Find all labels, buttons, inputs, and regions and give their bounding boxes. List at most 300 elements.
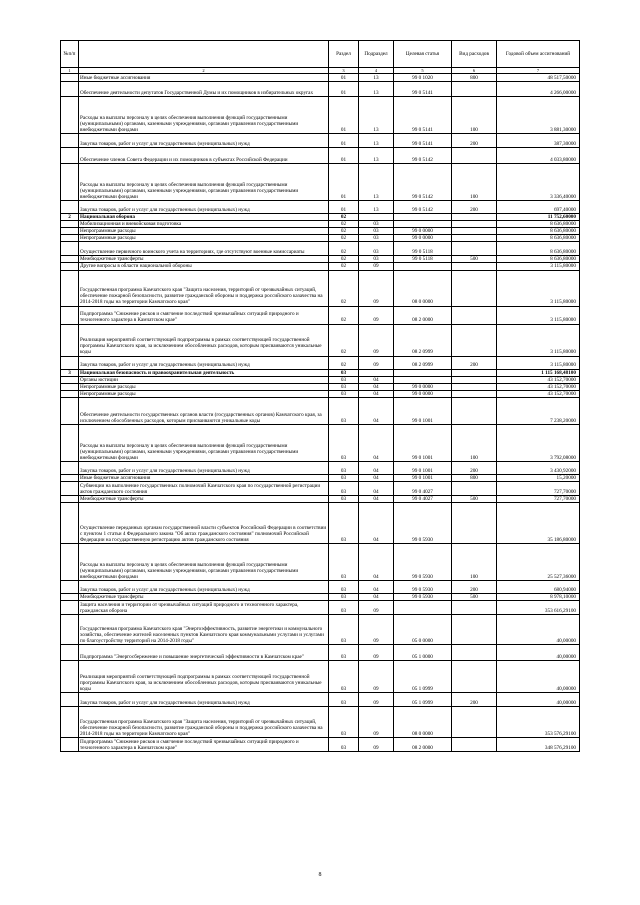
row-expense-type: 800: [452, 474, 497, 481]
row-amount: 4 033,80000: [497, 148, 580, 164]
header-name: [79, 41, 329, 68]
row-number: [61, 482, 79, 496]
row-number: [61, 242, 79, 256]
row-razdel: 03: [329, 615, 359, 645]
row-number: [61, 164, 79, 201]
row-razdel: 03: [329, 601, 359, 615]
row-name: Расходы на выплаты персоналу в целях обеспечения выполнения функций государственными (муниципальными) органами, казенными учреждениями, органами управления государственными внебюджетными фондами: [79, 164, 329, 201]
row-expense-type: 200: [452, 134, 497, 148]
row-number: [61, 424, 79, 461]
row-name: Национальная безопасность и правоохранительная деятельность: [79, 369, 329, 376]
row-target-article: 99 0 1020: [394, 74, 452, 82]
table-row: [61, 424, 580, 461]
row-podrazdel: 13: [359, 148, 394, 164]
row-expense-type: [452, 270, 497, 306]
table-header-row: [61, 41, 580, 68]
table-row: [61, 221, 580, 228]
row-podrazdel: 13: [359, 201, 394, 214]
row-amount: 727,70000: [497, 496, 580, 503]
budget-table-page: [60, 40, 579, 752]
row-target-article: 99 0 1001: [394, 474, 452, 481]
row-podrazdel: 04: [359, 390, 394, 397]
column-index: 3: [329, 68, 359, 74]
row-target-article: 99 0 5118: [394, 256, 452, 263]
row-name: Обеспечение деятельности государственных органов власти (государственных органов) Камчатского края, за исключением обособленных расходов, которым присваиваются уникальные коды: [79, 397, 329, 424]
row-amount: 15,20000: [497, 474, 580, 481]
row-target-article: 08 0 0000: [394, 270, 452, 306]
row-target-article: [394, 263, 452, 270]
row-number: [61, 390, 79, 397]
header-target-article: Целевая статья: [394, 41, 452, 68]
row-razdel: 03: [329, 424, 359, 461]
row-amount: 8 978,10000: [497, 594, 580, 601]
row-razdel: 03: [329, 496, 359, 503]
row-number: [61, 221, 79, 228]
row-name: Мобилизационная и вневойсковая подготовка: [79, 221, 329, 228]
row-podrazdel: 09: [359, 707, 394, 738]
row-target-article: 99 0 5118: [394, 242, 452, 256]
row-number: [61, 594, 79, 601]
row-podrazdel: 04: [359, 482, 394, 496]
row-name: Подпрограмма "Снижение рисков и смягчение последствий чрезвычайных ситуаций природного и техногенного характера в Камчатском крае": [79, 738, 329, 752]
row-amount: 4 266,00000: [497, 82, 580, 97]
row-target-article: 99 0 0000: [394, 228, 452, 235]
row-target-article: 99 0 5930: [394, 594, 452, 601]
row-expense-type: [452, 738, 497, 752]
row-podrazdel: 04: [359, 383, 394, 390]
row-number: [61, 74, 79, 82]
row-target-article: 99 0 5141: [394, 97, 452, 134]
row-target-article: 99 0 5141: [394, 82, 452, 97]
row-amount: 1 115 168,48100: [497, 369, 580, 376]
row-target-article: 99 0 5930: [394, 503, 452, 544]
row-expense-type: [452, 661, 497, 693]
table-row: [61, 324, 580, 356]
row-target-article: 99 0 5930: [394, 544, 452, 581]
row-expense-type: [452, 383, 497, 390]
table-row: [61, 474, 580, 481]
row-number: [61, 738, 79, 752]
row-name: Осуществление первичного воинского учета на территориях, где отсутствуют военные комиссариаты: [79, 242, 329, 256]
row-name: Подпрограмма "Энергосбережение и повышение энергетической эффективности в Камчатском крае": [79, 645, 329, 661]
row-number: [61, 235, 79, 242]
row-number: [61, 201, 79, 214]
row-number: [61, 474, 79, 481]
row-razdel: 01: [329, 82, 359, 97]
table-row: [61, 369, 580, 376]
row-amount: 7 238,20000: [497, 397, 580, 424]
row-podrazdel: 04: [359, 581, 394, 594]
row-expense-type: [452, 601, 497, 615]
row-target-article: [394, 221, 452, 228]
row-amount: 3 115,80000: [497, 270, 580, 306]
header-expense-type: Вид расходов: [452, 41, 497, 68]
row-name: Непрограммные расходы: [79, 383, 329, 390]
row-amount: 3 336,40000: [497, 164, 580, 201]
row-podrazdel: 04: [359, 424, 394, 461]
row-podrazdel: 09: [359, 601, 394, 615]
row-podrazdel: 09: [359, 738, 394, 752]
row-number: [61, 228, 79, 235]
row-razdel: 03: [329, 461, 359, 474]
table-row: [61, 707, 580, 738]
table-row: [61, 482, 580, 496]
row-expense-type: [452, 228, 497, 235]
row-expense-type: [452, 397, 497, 424]
row-razdel: 01: [329, 201, 359, 214]
row-name: Осуществление переданных органам государственной власти субъектов Российской Федерации в соответствии с пунктом 1 статьи 4 Федерального закона "Об актах гражданского состояния" полномочий Российской Федерации на государственную регистрацию актов гражданского состояния: [79, 503, 329, 544]
row-amount: 727,70000: [497, 482, 580, 496]
row-expense-type: 100: [452, 164, 497, 201]
header-annual-amount: Годовой объем ассигнований: [497, 41, 580, 68]
table-row: [61, 228, 580, 235]
table-row: [61, 74, 580, 82]
row-name: Государственная программа Камчатского края "Защита населения, территорий от чрезвычайных ситуаций, обеспечение пожарной безопасности, развитие гражданской обороны и поддержка российского казачества на 2014-2018 годы на территории Камчатского края": [79, 270, 329, 306]
column-index: 4: [359, 68, 394, 74]
row-razdel: 02: [329, 242, 359, 256]
table-row: [61, 376, 580, 383]
table-row: [61, 738, 580, 752]
row-amount: 8 636,80000: [497, 242, 580, 256]
row-name: Государственная программа Камчатского края "Защита населения, территорий от чрезвычайных ситуаций, обеспечение пожарной безопасности, развитие гражданской обороны и поддержка российского казачества на 2014-2018 годы на территории Камчатского края": [79, 707, 329, 738]
row-amount: 3 881,30000: [497, 97, 580, 134]
row-podrazdel: 04: [359, 594, 394, 601]
row-razdel: 03: [329, 482, 359, 496]
row-amount: 43 152,70000: [497, 390, 580, 397]
row-name: Другие вопросы в области национальной обороны: [79, 263, 329, 270]
row-number: [61, 270, 79, 306]
row-number: 3: [61, 369, 79, 376]
row-target-article: 99 0 5930: [394, 581, 452, 594]
table-row: [61, 581, 580, 594]
row-podrazdel: 09: [359, 615, 394, 645]
row-name: Закупка товаров, работ и услуг для государственных (муниципальных) нужд: [79, 693, 329, 707]
row-name: Закупка товаров, работ и услуг для государственных (муниципальных) нужд: [79, 356, 329, 369]
row-target-article: 99 0 0000: [394, 235, 452, 242]
row-expense-type: [452, 324, 497, 356]
row-expense-type: [452, 390, 497, 397]
row-razdel: 03: [329, 503, 359, 544]
row-expense-type: 200: [452, 201, 497, 214]
row-razdel: 03: [329, 707, 359, 738]
row-razdel: 03: [329, 738, 359, 752]
row-target-article: 99 0 1001: [394, 424, 452, 461]
row-name: Субвенции на выполнение государственных полномочий Камчатского края по государственной регистрации актов гражданского состояния: [79, 482, 329, 496]
row-podrazdel: 03: [359, 228, 394, 235]
row-target-article: 99 0 4027: [394, 496, 452, 503]
row-name: Органы юстиции: [79, 376, 329, 383]
row-target-article: [394, 601, 452, 615]
table-row: [61, 306, 580, 324]
row-expense-type: [452, 369, 497, 376]
table-row: [61, 82, 580, 97]
row-amount: 353 576,29100: [497, 707, 580, 738]
row-razdel: 03: [329, 474, 359, 481]
row-razdel: 01: [329, 148, 359, 164]
row-razdel: 02: [329, 256, 359, 263]
row-podrazdel: 09: [359, 324, 394, 356]
row-amount: 3 115,80000: [497, 263, 580, 270]
row-expense-type: [452, 148, 497, 164]
row-podrazdel: 04: [359, 376, 394, 383]
row-number: [61, 544, 79, 581]
row-number: [61, 615, 79, 645]
row-target-article: 99 0 5142: [394, 164, 452, 201]
row-target-article: 99 0 5141: [394, 134, 452, 148]
row-razdel: 02: [329, 235, 359, 242]
row-target-article: [394, 369, 452, 376]
row-amount: 3 115,80000: [497, 324, 580, 356]
table-row: [61, 235, 580, 242]
table-row: [61, 461, 580, 474]
row-razdel: 03: [329, 661, 359, 693]
row-podrazdel: [359, 369, 394, 376]
table-row: [61, 201, 580, 214]
table-row: [61, 503, 580, 544]
column-index: 5: [394, 68, 452, 74]
row-podrazdel: 13: [359, 74, 394, 82]
row-amount: 697,40000: [497, 201, 580, 214]
row-amount: 8 636,80000: [497, 221, 580, 228]
row-amount: 43 152,70000: [497, 383, 580, 390]
budget-table: [60, 40, 580, 752]
table-row: [61, 383, 580, 390]
row-razdel: 03: [329, 376, 359, 383]
row-name: Межбюджетные трансферты: [79, 496, 329, 503]
row-podrazdel: 04: [359, 397, 394, 424]
row-expense-type: [452, 615, 497, 645]
row-expense-type: 200: [452, 461, 497, 474]
row-amount: 3 115,80000: [497, 356, 580, 369]
table-row: [61, 661, 580, 693]
row-razdel: 03: [329, 383, 359, 390]
row-target-article: 99 0 0000: [394, 383, 452, 390]
row-expense-type: [452, 214, 497, 221]
row-number: [61, 263, 79, 270]
row-amount: 680,94000: [497, 581, 580, 594]
row-expense-type: [452, 645, 497, 661]
row-razdel: 01: [329, 164, 359, 201]
header-razdel: Раздел: [329, 41, 359, 68]
table-row: [61, 242, 580, 256]
row-name: Расходы на выплаты персоналу в целях обеспечения выполнения функций государственными (муниципальными) органами, казенными учреждениями, органами управления государственными внебюджетными фондами: [79, 424, 329, 461]
row-name: Закупка товаров, работ и услуг для государственных (муниципальных) нужд: [79, 134, 329, 148]
row-podrazdel: 03: [359, 235, 394, 242]
row-number: [61, 601, 79, 615]
row-target-article: [394, 376, 452, 383]
row-expense-type: 500: [452, 256, 497, 263]
row-amount: 3 430,92000: [497, 461, 580, 474]
row-podrazdel: 09: [359, 270, 394, 306]
page-number: 8: [318, 872, 322, 878]
column-index: 2: [79, 68, 329, 74]
table-row: [61, 256, 580, 263]
row-name: Обеспечение деятельности депутатов Государственной Думы и их помощников в избирательных округах: [79, 82, 329, 97]
row-expense-type: 200: [452, 356, 497, 369]
row-number: 2: [61, 214, 79, 221]
table-row: [61, 214, 580, 221]
row-razdel: 02: [329, 214, 359, 221]
row-target-article: 08 2 0000: [394, 306, 452, 324]
row-name: Защита населения и территории от чрезвычайных ситуаций природного и техногенного характера, гражданская оборона: [79, 601, 329, 615]
row-podrazdel: 13: [359, 164, 394, 201]
row-podrazdel: 04: [359, 474, 394, 481]
row-name: Межбюджетные трансферты: [79, 594, 329, 601]
row-expense-type: 500: [452, 594, 497, 601]
row-razdel: 02: [329, 306, 359, 324]
row-expense-type: [452, 707, 497, 738]
row-expense-type: 200: [452, 581, 497, 594]
table-row: [61, 164, 580, 201]
row-amount: 3 115,80000: [497, 306, 580, 324]
row-target-article: 08 2 0999: [394, 324, 452, 356]
row-podrazdel: 13: [359, 97, 394, 134]
row-name: Реализация мероприятий соответствующей подпрограммы в рамках соответствующей государственной программы Камчатского края, за исключением обособленных расходов, которым присваиваются уникальные коды: [79, 324, 329, 356]
row-razdel: 02: [329, 324, 359, 356]
row-expense-type: 200: [452, 693, 497, 707]
row-razdel: 03: [329, 369, 359, 376]
table-body: [61, 74, 580, 752]
table-row: [61, 97, 580, 134]
row-expense-type: [452, 235, 497, 242]
row-expense-type: 800: [452, 74, 497, 82]
row-razdel: 03: [329, 693, 359, 707]
row-podrazdel: 04: [359, 544, 394, 581]
row-name: Закупка товаров, работ и услуг для государственных (муниципальных) нужд: [79, 581, 329, 594]
column-index: 1: [61, 68, 79, 74]
row-expense-type: 100: [452, 544, 497, 581]
row-number: [61, 503, 79, 544]
row-amount: 353 616,29100: [497, 601, 580, 615]
row-razdel: 03: [329, 581, 359, 594]
row-name: Закупка товаров, работ и услуг для государственных (муниципальных) нужд: [79, 461, 329, 474]
row-number: [61, 661, 79, 693]
row-target-article: 99 0 0000: [394, 390, 452, 397]
table-row: [61, 496, 580, 503]
row-podrazdel: 09: [359, 263, 394, 270]
row-number: [61, 581, 79, 594]
row-target-article: [394, 214, 452, 221]
row-expense-type: [452, 482, 497, 496]
row-number: [61, 383, 79, 390]
row-podrazdel: 13: [359, 134, 394, 148]
row-target-article: 05 0 0000: [394, 615, 452, 645]
row-number: [61, 148, 79, 164]
row-podrazdel: 13: [359, 82, 394, 97]
row-expense-type: [452, 82, 497, 97]
row-podrazdel: 09: [359, 356, 394, 369]
row-target-article: 05 1 0000: [394, 645, 452, 661]
row-amount: 3 792,08000: [497, 424, 580, 461]
row-target-article: 99 0 1001: [394, 397, 452, 424]
row-razdel: 01: [329, 74, 359, 82]
row-name: Непрограммные расходы: [79, 228, 329, 235]
row-amount: 8 636,80000: [497, 256, 580, 263]
table-row: [61, 356, 580, 369]
row-number: [61, 376, 79, 383]
row-amount: 387,30000: [497, 134, 580, 148]
row-podrazdel: 03: [359, 242, 394, 256]
row-amount: 35 186,80000: [497, 503, 580, 544]
row-amount: 348 576,29100: [497, 738, 580, 752]
row-podrazdel: 09: [359, 661, 394, 693]
row-amount: 8 636,80000: [497, 228, 580, 235]
row-amount: 43 152,70000: [497, 376, 580, 383]
row-expense-type: [452, 503, 497, 544]
row-target-article: 08 2 0000: [394, 738, 452, 752]
row-podrazdel: 04: [359, 496, 394, 503]
row-name: Обеспечение членов Совета Федерации и их помощников в субъектах Российской Федерации: [79, 148, 329, 164]
row-number: [61, 397, 79, 424]
header-podrazdel: Подраздел: [359, 41, 394, 68]
row-name: Подпрограмма "Снижение рисков и смягчение последствий чрезвычайных ситуаций природного и техногенного характера в Камчатском крае": [79, 306, 329, 324]
row-podrazdel: 04: [359, 503, 394, 544]
row-razdel: 02: [329, 270, 359, 306]
table-row: [61, 148, 580, 164]
row-podrazdel: 03: [359, 256, 394, 263]
row-number: [61, 324, 79, 356]
row-amount: 40,00000: [497, 661, 580, 693]
row-expense-type: [452, 221, 497, 228]
row-target-article: 05 1 0999: [394, 693, 452, 707]
row-podrazdel: 03: [359, 221, 394, 228]
row-podrazdel: 09: [359, 693, 394, 707]
row-target-article: 99 0 5142: [394, 148, 452, 164]
table-row: [61, 270, 580, 306]
header-num: №п/п: [61, 41, 79, 68]
row-name: Закупка товаров, работ и услуг для государственных (муниципальных) нужд: [79, 201, 329, 214]
row-podrazdel: [359, 214, 394, 221]
row-razdel: 02: [329, 221, 359, 228]
row-number: [61, 496, 79, 503]
row-razdel: 02: [329, 356, 359, 369]
table-row: [61, 693, 580, 707]
column-index: 6: [452, 68, 497, 74]
row-number: [61, 693, 79, 707]
row-target-article: 99 0 4027: [394, 482, 452, 496]
row-razdel: 01: [329, 134, 359, 148]
row-amount: 48 517,50000: [497, 74, 580, 82]
row-name: Иные бюджетные ассигнования: [79, 474, 329, 481]
row-podrazdel: 09: [359, 645, 394, 661]
row-amount: 40,00000: [497, 615, 580, 645]
row-name: Иные бюджетные ассигнования: [79, 74, 329, 82]
row-expense-type: [452, 376, 497, 383]
row-number: [61, 645, 79, 661]
row-amount: 40,00000: [497, 645, 580, 661]
row-name: Расходы на выплаты персоналу в целях обеспечения выполнения функций государственными (муниципальными) органами, казенными учреждениями, органами управления государственными внебюджетными фондами: [79, 97, 329, 134]
table-row: [61, 645, 580, 661]
row-name: Расходы на выплаты персоналу в целях обеспечения выполнения функций государственными (муниципальными) органами, казенными учреждениями, органами управления государственными внебюджетными фондами: [79, 544, 329, 581]
row-expense-type: 100: [452, 97, 497, 134]
row-amount: 40,00000: [497, 693, 580, 707]
row-podrazdel: 04: [359, 461, 394, 474]
row-expense-type: [452, 242, 497, 256]
row-razdel: 03: [329, 594, 359, 601]
row-razdel: 03: [329, 544, 359, 581]
row-target-article: 99 0 5142: [394, 201, 452, 214]
table-row: [61, 263, 580, 270]
row-razdel: 02: [329, 228, 359, 235]
row-number: [61, 134, 79, 148]
row-amount: 25 527,36000: [497, 544, 580, 581]
row-number: [61, 97, 79, 134]
row-number: [61, 256, 79, 263]
table-row: [61, 615, 580, 645]
row-amount: 8 636,80000: [497, 235, 580, 242]
row-number: [61, 306, 79, 324]
column-index: 7: [497, 68, 580, 74]
